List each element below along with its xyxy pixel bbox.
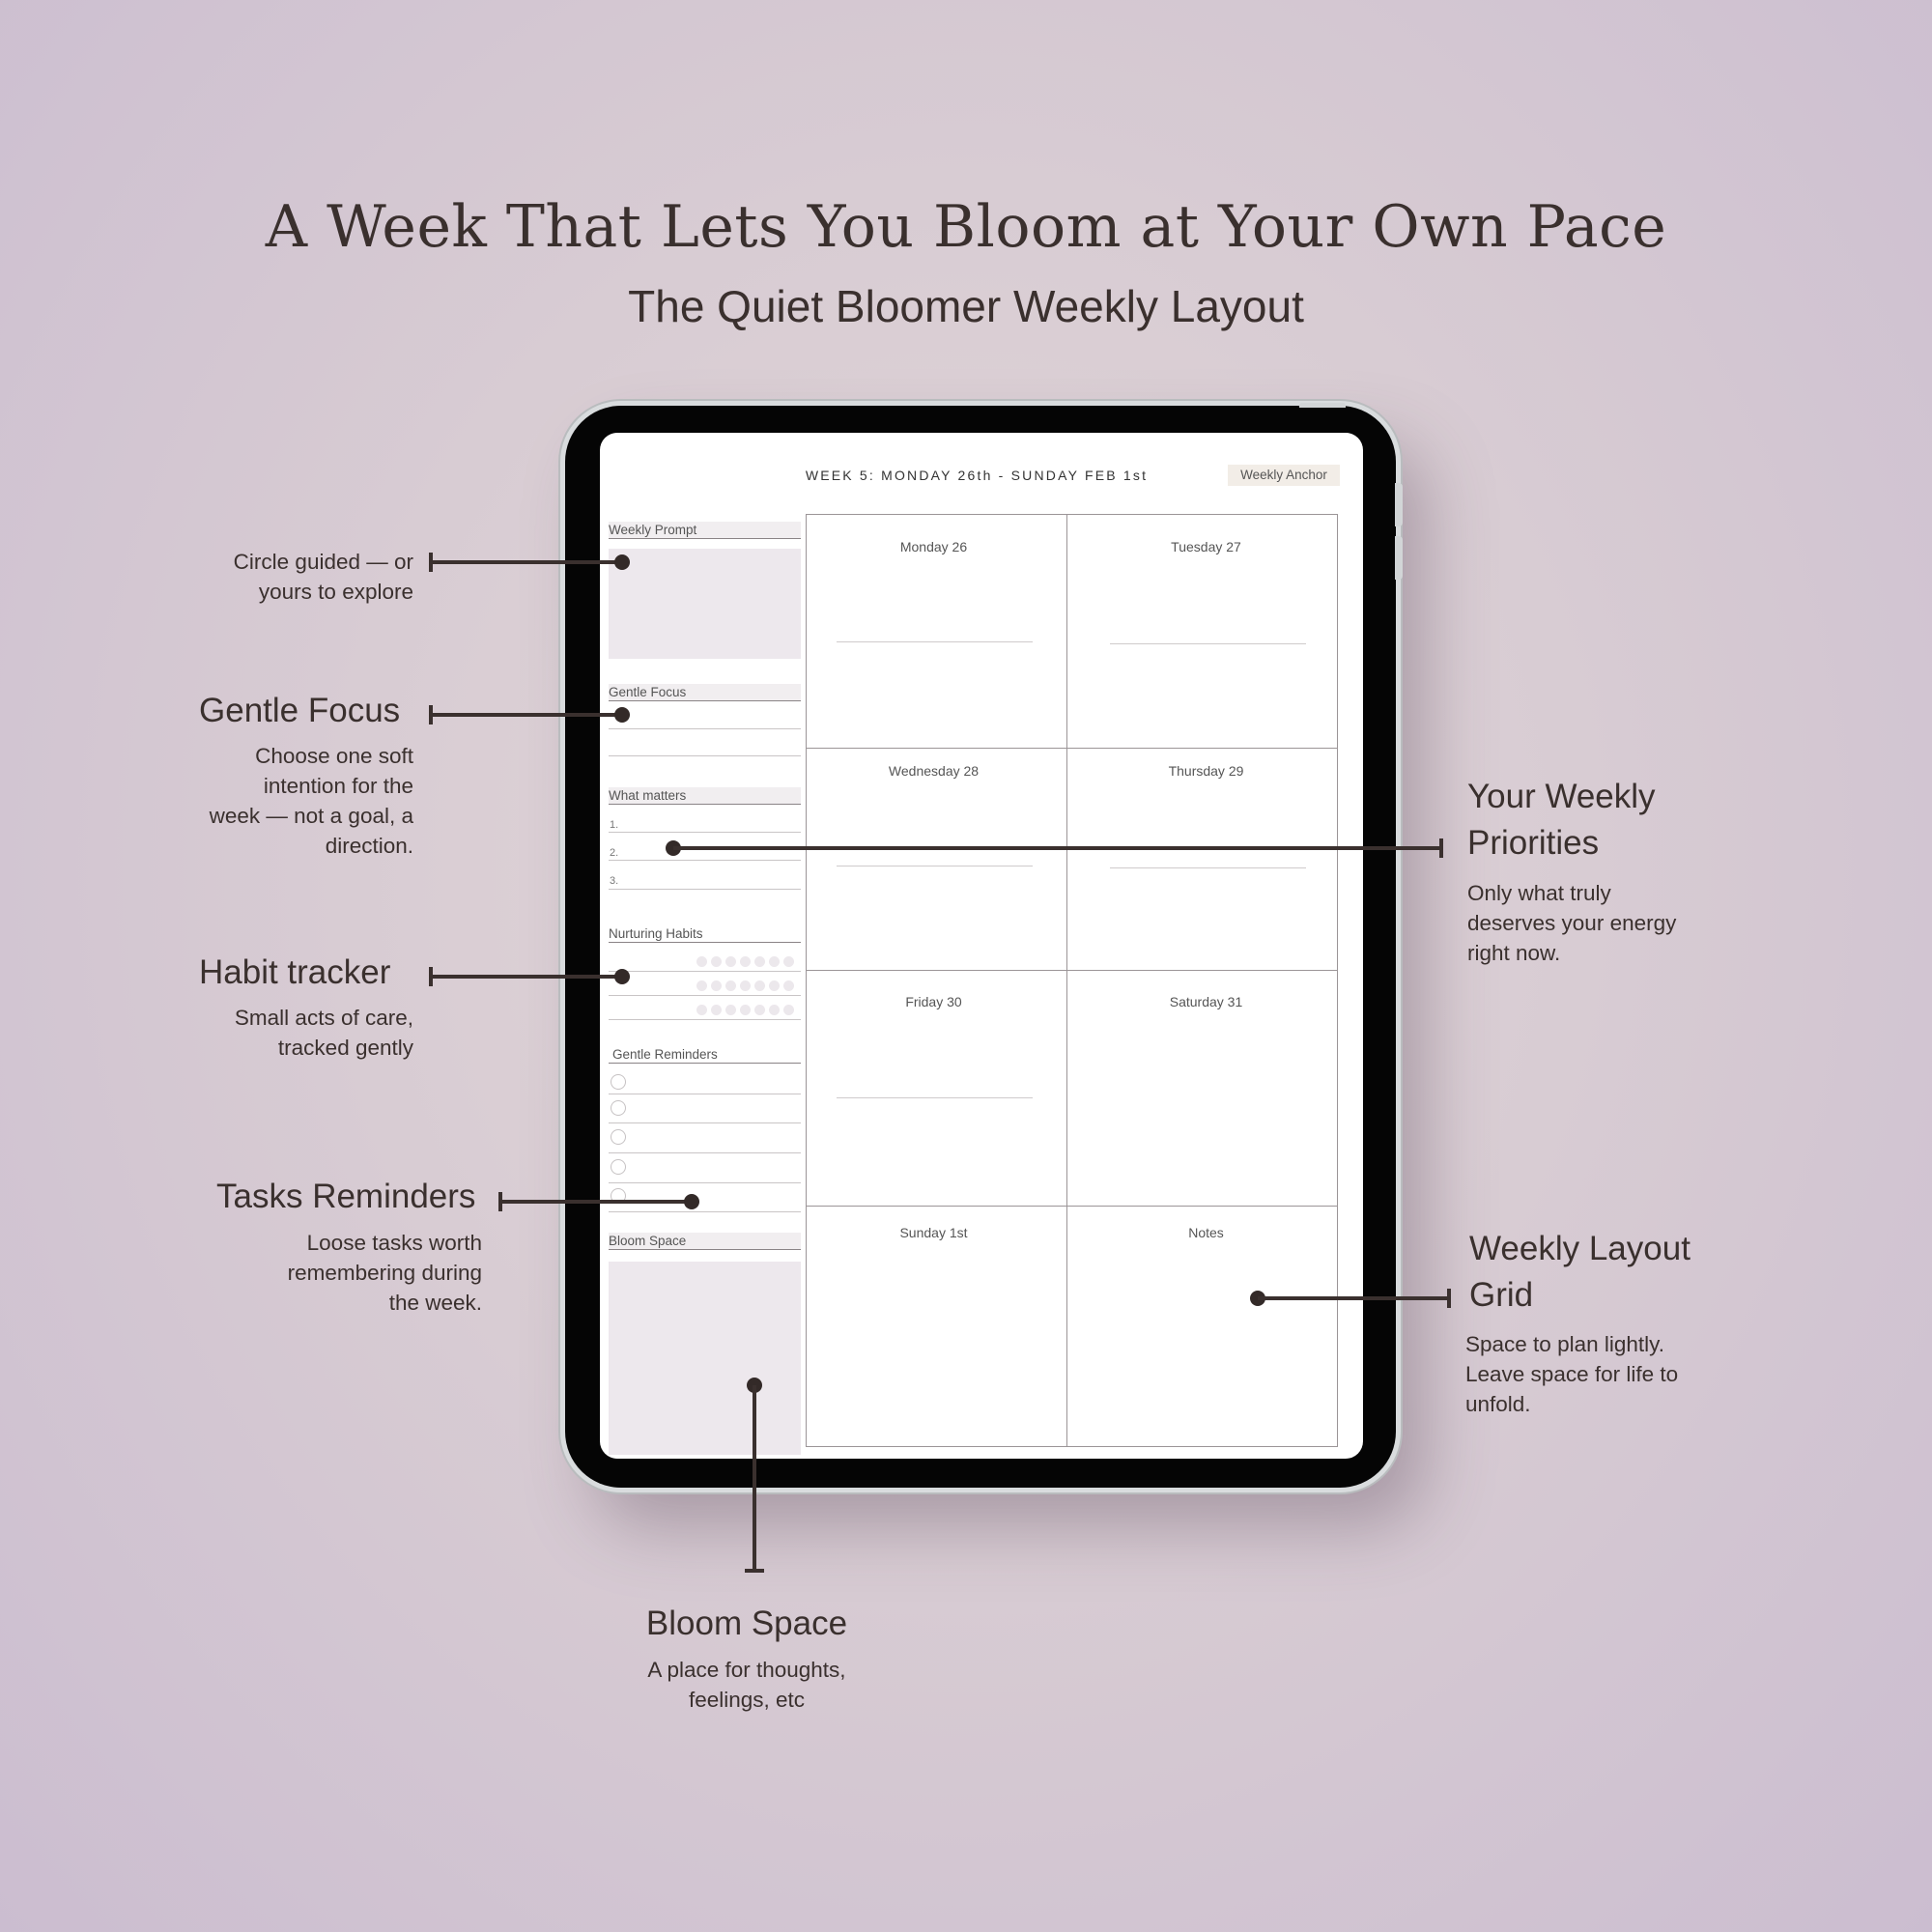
day-label: Friday 30 (905, 994, 962, 1009)
day-label: Wednesday 28 (888, 763, 980, 779)
priority-line[interactable] (609, 832, 801, 833)
day-label: Monday 26 (899, 539, 968, 554)
grid-divider (806, 748, 1338, 749)
weekly-anchor-tab[interactable]: Weekly Anchor (1228, 465, 1340, 486)
focus-line[interactable] (609, 755, 801, 756)
reminder-checkbox[interactable] (611, 1074, 626, 1090)
annotation-title: Habit tracker (199, 953, 391, 991)
annotation-desc: Leave space for life to (1465, 1362, 1679, 1386)
leader-dot (684, 1194, 699, 1209)
annotation-desc: tracked gently (277, 1036, 413, 1060)
habit-dot[interactable] (783, 956, 794, 967)
habit-dot[interactable] (696, 1005, 707, 1015)
grid-divider (806, 970, 1338, 971)
habit-dot[interactable] (754, 956, 765, 967)
annotation-desc: A place for thoughts, (647, 1658, 846, 1682)
reminder-checkbox[interactable] (611, 1129, 626, 1145)
habit-dot[interactable] (769, 980, 780, 991)
annotation-desc: deserves your energy (1467, 911, 1677, 935)
leader-end-tick (745, 1569, 764, 1573)
week-header: WEEK 5: MONDAY 26th - SUNDAY FEB 1st (805, 468, 1149, 483)
priority-number: 3. (610, 875, 619, 887)
annotation-desc: unfold. (1465, 1392, 1531, 1416)
annotation-desc: intention for the (263, 774, 413, 798)
leader-line (1258, 1296, 1451, 1300)
annotation-desc: Only what truly (1467, 881, 1611, 905)
habit-dot[interactable] (769, 1005, 780, 1015)
what-matters-label: What matters (609, 787, 801, 805)
leader-line (429, 713, 622, 717)
annotation-title: Your Weekly (1467, 778, 1656, 815)
leader-line (498, 1200, 692, 1204)
reminder-line[interactable] (609, 1152, 801, 1153)
reminder-line[interactable] (609, 1122, 801, 1123)
reminder-checkbox[interactable] (611, 1159, 626, 1175)
annotation-desc: Choose one soft (255, 744, 413, 768)
annotation-desc: remembering during (287, 1261, 482, 1285)
annotation-desc: Circle guided — or (233, 550, 413, 574)
priority-number: 2. (610, 847, 619, 859)
annotation-title: Weekly Layout (1469, 1230, 1690, 1267)
gentle-reminders-label: Gentle Reminders (609, 1046, 801, 1064)
habit-dot[interactable] (783, 980, 794, 991)
priority-number: 1. (610, 819, 619, 831)
habit-dot[interactable] (754, 980, 765, 991)
annotation-desc: direction. (325, 834, 413, 858)
habit-line[interactable] (609, 1019, 801, 1020)
habit-dot[interactable] (740, 956, 751, 967)
day-rule (837, 641, 1033, 642)
planner-screen (600, 433, 1363, 1459)
annotation-title: Grid (1469, 1276, 1534, 1314)
gentle-focus-label: Gentle Focus (609, 684, 801, 701)
leader-dot (614, 969, 630, 984)
habit-dot[interactable] (711, 956, 722, 967)
volume-up-button (1395, 483, 1403, 526)
habit-dot[interactable] (696, 956, 707, 967)
reminder-line[interactable] (609, 1211, 801, 1212)
priority-line[interactable] (609, 889, 801, 890)
habit-dot[interactable] (725, 956, 736, 967)
day-rule (837, 866, 1033, 867)
habit-dot[interactable] (769, 956, 780, 967)
weekly-grid (806, 514, 1338, 1447)
leader-line (753, 1385, 756, 1571)
annotation-desc: feelings, etc (688, 1688, 806, 1712)
annotation-title: Tasks Reminders (216, 1178, 476, 1215)
annotation-desc: Loose tasks worth (306, 1231, 482, 1255)
bloom-space-label: Bloom Space (609, 1233, 801, 1250)
annotation-desc: Space to plan lightly. (1465, 1332, 1664, 1356)
habit-dot[interactable] (725, 980, 736, 991)
habit-dot[interactable] (725, 1005, 736, 1015)
day-rule (1110, 867, 1306, 868)
nurturing-habits-label: Nurturing Habits (609, 925, 801, 943)
habit-line[interactable] (609, 995, 801, 996)
habit-dot[interactable] (711, 980, 722, 991)
bloom-space-box[interactable] (609, 1262, 801, 1455)
annotation-desc: yours to explore (258, 580, 413, 604)
habit-dot[interactable] (783, 1005, 794, 1015)
day-label: Tuesday 27 (1171, 539, 1241, 554)
day-label: Sunday 1st (899, 1225, 968, 1240)
annotation-desc: right now. (1467, 941, 1561, 965)
habit-dot[interactable] (696, 980, 707, 991)
habit-dot[interactable] (740, 1005, 751, 1015)
day-rule (1110, 643, 1306, 644)
focus-line[interactable] (609, 728, 801, 729)
reminder-checkbox[interactable] (611, 1100, 626, 1116)
leader-line (673, 846, 1441, 850)
habit-line[interactable] (609, 971, 801, 972)
habit-dot[interactable] (754, 1005, 765, 1015)
leader-end-tick (1439, 838, 1443, 858)
annotation-desc: Small acts of care, (234, 1006, 413, 1030)
weekly-prompt-label: Weekly Prompt (609, 522, 801, 539)
page-title: A Week That Lets You Bloom at Your Own Pace (265, 193, 1667, 261)
leader-line (429, 560, 622, 564)
day-label: Saturday 31 (1169, 994, 1243, 1009)
reminder-line[interactable] (609, 1182, 801, 1183)
leader-dot (614, 707, 630, 723)
leader-dot (614, 554, 630, 570)
page-subtitle: The Quiet Bloomer Weekly Layout (628, 281, 1304, 331)
annotation-title: Bloom Space (645, 1605, 848, 1642)
day-rule (837, 1097, 1033, 1098)
leader-end-tick (1447, 1289, 1451, 1308)
leader-line (429, 975, 622, 979)
grid-divider (806, 1206, 1338, 1207)
volume-down-button (1395, 536, 1403, 580)
priority-line[interactable] (609, 860, 801, 861)
notes-label: Notes (1188, 1225, 1224, 1240)
annotation-title: Gentle Focus (199, 692, 401, 729)
annotation-title: Priorities (1467, 824, 1600, 862)
annotation-desc: the week. (388, 1291, 482, 1315)
power-button (1299, 403, 1346, 408)
habit-dot[interactable] (711, 1005, 722, 1015)
weekly-prompt-box[interactable] (609, 549, 801, 659)
habit-dot[interactable] (740, 980, 751, 991)
annotation-desc: week — not a goal, a (209, 804, 413, 828)
grid-divider (1066, 514, 1067, 1447)
day-label: Thursday 29 (1168, 763, 1244, 779)
